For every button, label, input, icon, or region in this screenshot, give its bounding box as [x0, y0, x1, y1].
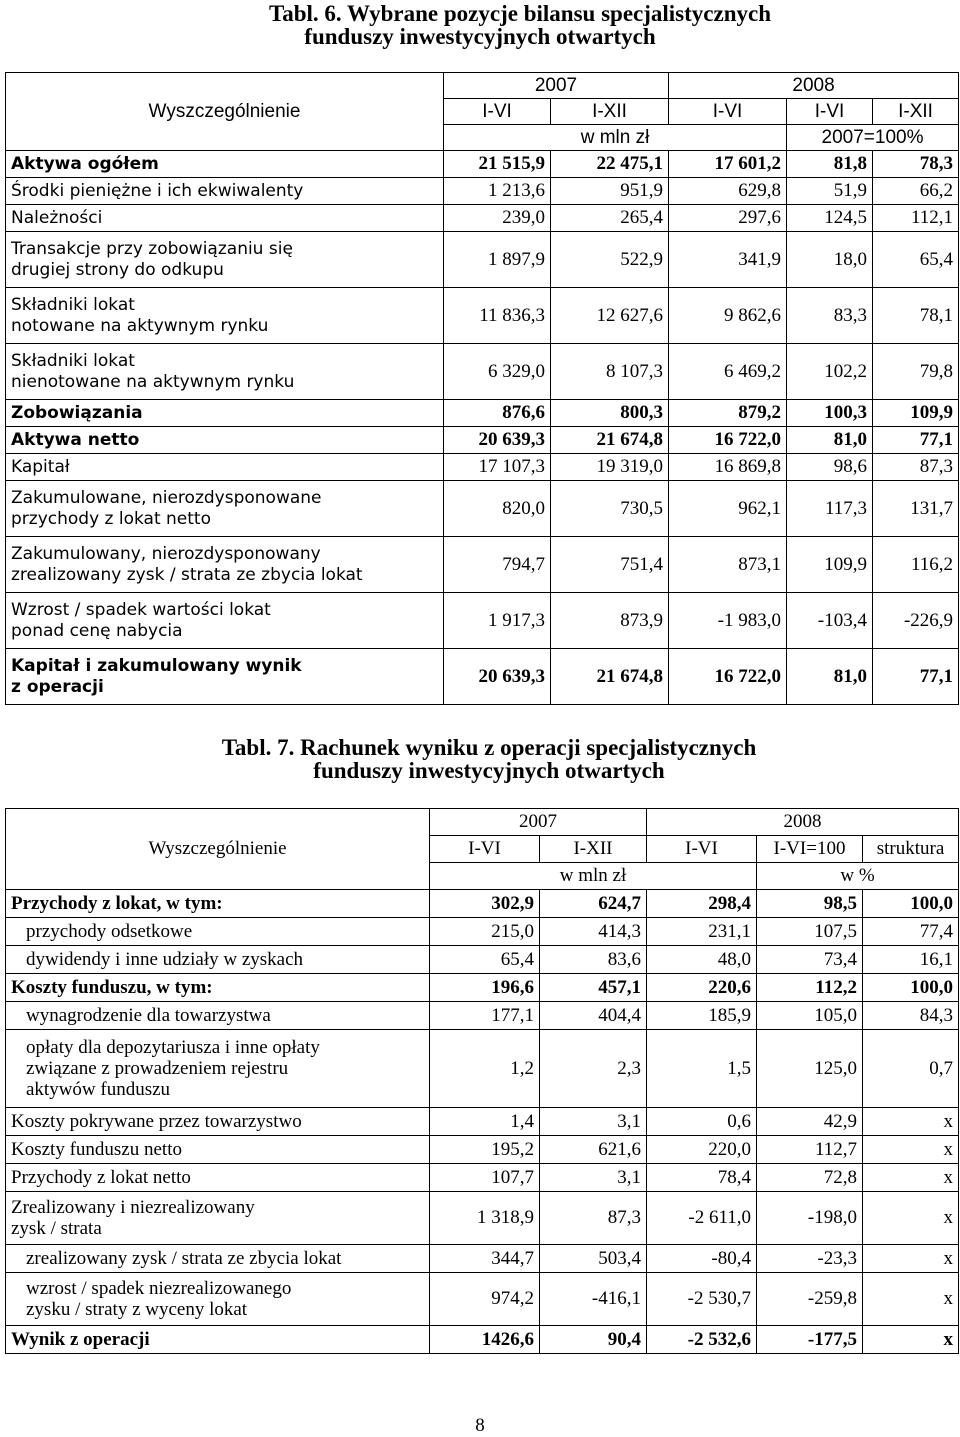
- table6-cell: 87,3: [873, 454, 959, 481]
- table7-row-label-line: Wynik z operacji: [11, 1329, 150, 1350]
- table6-cell: 21 515,9: [444, 151, 551, 178]
- table7-cell: 414,3: [540, 918, 647, 946]
- table6-cell: 341,9: [669, 232, 787, 288]
- table6-cell: 83,3: [787, 288, 873, 344]
- table7-row: [6, 1273, 959, 1326]
- table6-row: [6, 288, 959, 344]
- table6-cell: 51,9: [787, 178, 873, 205]
- table6-row-label-line: Zakumulowane, nierozdysponowane: [11, 487, 322, 508]
- table6-row-label-line: Zobowiązania: [11, 402, 143, 423]
- table7-cell: x: [863, 1273, 959, 1326]
- table7-row: [6, 1030, 959, 1108]
- table6-cell: 16 722,0: [669, 649, 787, 705]
- table6-row-label: [6, 288, 444, 344]
- table7-row-label: [6, 918, 430, 946]
- table6-row-label-line: drugiej strony do odkupu: [11, 259, 224, 280]
- table7-row-label: [6, 890, 430, 918]
- table6-row-label-line: Składniki lokat: [11, 350, 135, 371]
- table7-cell: 84,3: [863, 1002, 959, 1030]
- table6-row-label: [6, 400, 444, 427]
- table6-row-label: [6, 344, 444, 400]
- table7-cell: 220,0: [647, 1136, 757, 1164]
- table6-row-label-line: Aktywa netto: [11, 429, 140, 450]
- table6-header-period: I-XII: [873, 99, 959, 125]
- table7-row-label: [6, 1192, 430, 1245]
- page-number: 8: [475, 1415, 485, 1436]
- table6-cell: 879,2: [669, 400, 787, 427]
- table6-cell: 77,1: [873, 649, 959, 705]
- table7-header-row-years: [6, 809, 959, 836]
- table7-row: [6, 1192, 959, 1245]
- table6-row: [6, 593, 959, 649]
- table7-cell: 1,2: [430, 1030, 540, 1108]
- table7-cell: 185,9: [647, 1002, 757, 1030]
- table6-cell: -1 983,0: [669, 593, 787, 649]
- table7-row-label: [6, 946, 430, 974]
- table6-cell: 11 836,3: [444, 288, 551, 344]
- table6-row-label: [6, 427, 444, 454]
- table7-cell: 1426,6: [430, 1326, 540, 1354]
- table7-cell: 105,0: [757, 1002, 863, 1030]
- table7-cell: 125,0: [757, 1030, 863, 1108]
- table7-header-label: Wyszczególnienie: [6, 809, 430, 890]
- table7-cell: x: [863, 1136, 959, 1164]
- table7-row: [6, 1245, 959, 1273]
- table6-cell: 109,9: [873, 400, 959, 427]
- table7-cell: x: [863, 1326, 959, 1354]
- table6-cell: 876,6: [444, 400, 551, 427]
- table7-row-label-line: zysku / straty z wyceny lokat: [26, 1299, 248, 1320]
- table6-row-label-line: z operacji: [11, 676, 104, 697]
- table7-title: [0, 736, 960, 782]
- table7-row-label-line: Koszty funduszu netto: [11, 1139, 182, 1160]
- table7-cell: 112,2: [757, 974, 863, 1002]
- table6-cell: 951,9: [551, 178, 669, 205]
- table6-header-period: I-VI: [444, 99, 551, 125]
- table6-cell: 820,0: [444, 481, 551, 537]
- table6-header-year-2008: 2008: [669, 73, 959, 99]
- table6-row-label-line: Kapitał: [11, 456, 70, 477]
- table7-header-period: struktura: [863, 836, 959, 863]
- table6-cell: 109,9: [787, 537, 873, 593]
- table7-row: [6, 918, 959, 946]
- table7-row-label: [6, 1164, 430, 1192]
- table7-row-label: [6, 1108, 430, 1136]
- table7-cell: -80,4: [647, 1245, 757, 1273]
- table6-cell: 8 107,3: [551, 344, 669, 400]
- table6-row-label-line: zrealizowany zysk / strata ze zbycia lokat: [11, 564, 363, 585]
- table7-row-label-line: zysk / strata: [11, 1218, 102, 1239]
- table6-cell: 20 639,3: [444, 649, 551, 705]
- table7-cell: 298,4: [647, 890, 757, 918]
- table6-cell: 116,2: [873, 537, 959, 593]
- table6-cell: 6 469,2: [669, 344, 787, 400]
- table7-cell: 100,0: [863, 974, 959, 1002]
- table7-row-label-line: opłaty dla depozytariusza i inne opłaty: [26, 1037, 320, 1058]
- table7-header-period: I-VI: [647, 836, 757, 863]
- table6-row-label: [6, 481, 444, 537]
- table6-row: [6, 344, 959, 400]
- table7-cell: 621,6: [540, 1136, 647, 1164]
- table7-cell: 302,9: [430, 890, 540, 918]
- table7-cell: 974,2: [430, 1273, 540, 1326]
- table7-cell: 196,6: [430, 974, 540, 1002]
- table7-cell: 77,4: [863, 918, 959, 946]
- table7-cell: -198,0: [757, 1192, 863, 1245]
- table6-row-label-line: przychody z lokat netto: [11, 508, 211, 529]
- table7-cell: 100,0: [863, 890, 959, 918]
- table6-cell: 98,6: [787, 454, 873, 481]
- table6-row-label: [6, 151, 444, 178]
- table6-header-unit-mln: w mln zł: [444, 125, 787, 151]
- table7-cell: 1 318,9: [430, 1192, 540, 1245]
- table6-row: [6, 427, 959, 454]
- table6-header-period: I-VI: [669, 99, 787, 125]
- table6-cell: 124,5: [787, 205, 873, 232]
- table7-body: [6, 809, 959, 1354]
- table6-row-label-line: Zakumulowany, nierozdysponowany: [11, 543, 321, 564]
- table6-cell: 21 674,8: [551, 649, 669, 705]
- table7-title-line2: funduszy inwestycyjnych otwartych: [313, 758, 665, 783]
- table7-cell: 107,5: [757, 918, 863, 946]
- table7-cell: x: [863, 1164, 959, 1192]
- table7-row-label-line: wynagrodzenie dla towarzystwa: [26, 1005, 271, 1026]
- table7-header-period: I-XII: [540, 836, 647, 863]
- table6-cell: 962,1: [669, 481, 787, 537]
- table7-cell: 83,6: [540, 946, 647, 974]
- table7-row-label: [6, 1273, 430, 1326]
- table7-cell: 98,5: [757, 890, 863, 918]
- table7-header-year-2007: 2007: [430, 809, 647, 836]
- table7-cell: 87,3: [540, 1192, 647, 1245]
- table7-cell: 107,7: [430, 1164, 540, 1192]
- table6-cell: 730,5: [551, 481, 669, 537]
- table6-row-label-line: Należności: [11, 207, 103, 228]
- table6-header-period: I-XII: [551, 99, 669, 125]
- table6-cell: 16 869,8: [669, 454, 787, 481]
- table6-cell: 1 213,6: [444, 178, 551, 205]
- table7-cell: 73,4: [757, 946, 863, 974]
- table6-title: [0, 2, 960, 48]
- table7-row: [6, 1136, 959, 1164]
- table7-cell: 16,1: [863, 946, 959, 974]
- table7-cell: -177,5: [757, 1326, 863, 1354]
- table6-cell: 16 722,0: [669, 427, 787, 454]
- table7-row-label-line: związane z prowadzeniem rejestru: [26, 1058, 289, 1079]
- table7-cell: 0,6: [647, 1108, 757, 1136]
- table7-cell: 624,7: [540, 890, 647, 918]
- table7-cell: 177,1: [430, 1002, 540, 1030]
- table7-cell: -416,1: [540, 1273, 647, 1326]
- table6-cell: 800,3: [551, 400, 669, 427]
- table6-cell: 1 917,3: [444, 593, 551, 649]
- table6-row-label-line: Wzrost / spadek wartości lokat: [11, 599, 271, 620]
- table7-row: [6, 1164, 959, 1192]
- table6-cell: 12 627,6: [551, 288, 669, 344]
- table6-row-label-line: ponad cenę nabycia: [11, 620, 183, 641]
- table6-header-unit-pct: 2007=100%: [787, 125, 959, 151]
- table6-header-row-years: [6, 73, 959, 99]
- table6-cell: 66,2: [873, 178, 959, 205]
- table6-row-label: [6, 205, 444, 232]
- table7-header-unit-pct: w %: [757, 863, 959, 890]
- table7-cell: x: [863, 1192, 959, 1245]
- table6-row-label: [6, 232, 444, 288]
- table7-row-label-line: zrealizowany zysk / strata ze zbycia lokat: [26, 1248, 342, 1269]
- table7-header-period: I-VI: [430, 836, 540, 863]
- table6-cell: 18,0: [787, 232, 873, 288]
- table7-cell: 503,4: [540, 1245, 647, 1273]
- table6-row-label-line: Środki pieniężne i ich ekwiwalenty: [11, 180, 304, 201]
- table7-row: [6, 1002, 959, 1030]
- table7-row-label-line: dywidendy i inne udziały w zyskach: [26, 949, 304, 970]
- table6-cell: 100,3: [787, 400, 873, 427]
- table7-header-unit-mln: w mln zł: [430, 863, 757, 890]
- table7-row-label-line: przychody odsetkowe: [26, 921, 193, 942]
- table6-cell: 79,8: [873, 344, 959, 400]
- table7: [5, 808, 959, 1354]
- table6-cell: 81,8: [787, 151, 873, 178]
- table7-cell: -259,8: [757, 1273, 863, 1326]
- table6-row: [6, 481, 959, 537]
- table6-row: [6, 537, 959, 593]
- table7-cell: -2 532,6: [647, 1326, 757, 1354]
- table7-cell: 0,7: [863, 1030, 959, 1108]
- table7-row-label: [6, 1136, 430, 1164]
- table7-cell: 1,5: [647, 1030, 757, 1108]
- table7-cell: 78,4: [647, 1164, 757, 1192]
- table6-cell: -103,4: [787, 593, 873, 649]
- table7-cell: 72,8: [757, 1164, 863, 1192]
- table6-cell: 81,0: [787, 427, 873, 454]
- table6-cell: 6 329,0: [444, 344, 551, 400]
- table7-cell: x: [863, 1108, 959, 1136]
- table7-cell: 220,6: [647, 974, 757, 1002]
- table7-cell: 195,2: [430, 1136, 540, 1164]
- table6-title-line1: Tabl. 6. Wybrane pozycje bilansu specjalistycznych: [269, 1, 771, 26]
- table7-row-label-line: Przychody z lokat, w tym:: [11, 893, 223, 914]
- table7-row-label: [6, 1326, 430, 1354]
- table7-row: [6, 1108, 959, 1136]
- table6-row: [6, 454, 959, 481]
- table6-cell: 78,1: [873, 288, 959, 344]
- table6-row: [6, 649, 959, 705]
- table7-row-label-line: Koszty funduszu, w tym:: [11, 977, 213, 998]
- table6-row-label-line: notowane na aktywnym rynku: [11, 315, 269, 336]
- table7-row-label-line: Zrealizowany i niezrealizowany: [11, 1197, 255, 1218]
- table7-row-label-line: Koszty pokrywane przez towarzystwo: [11, 1111, 302, 1132]
- table6-cell: 81,0: [787, 649, 873, 705]
- table6: [5, 72, 959, 705]
- table6-cell: 297,6: [669, 205, 787, 232]
- table6-cell: 1 897,9: [444, 232, 551, 288]
- table6-row-label-line: nienotowane na aktywnym rynku: [11, 371, 295, 392]
- table6-row: [6, 400, 959, 427]
- table6-cell: 629,8: [669, 178, 787, 205]
- table6-cell: 78,3: [873, 151, 959, 178]
- table6-cell: 873,9: [551, 593, 669, 649]
- table6-row-label: [6, 454, 444, 481]
- table7-cell: -2 611,0: [647, 1192, 757, 1245]
- table7-cell: 215,0: [430, 918, 540, 946]
- table6-cell: 17 601,2: [669, 151, 787, 178]
- table6-cell: 131,7: [873, 481, 959, 537]
- table7-cell: 1,4: [430, 1108, 540, 1136]
- table7-cell: 48,0: [647, 946, 757, 974]
- table7-cell: -23,3: [757, 1245, 863, 1273]
- table6-cell: 117,3: [787, 481, 873, 537]
- table7-row: [6, 890, 959, 918]
- table7-header-period: I-VI=100: [757, 836, 863, 863]
- table6-row-label: [6, 178, 444, 205]
- table6-row-label: [6, 649, 444, 705]
- table7-row-label: [6, 1002, 430, 1030]
- table7-cell: 3,1: [540, 1164, 647, 1192]
- table6-cell: 20 639,3: [444, 427, 551, 454]
- table6-header-label: Wyszczególnienie: [6, 73, 444, 151]
- table7-cell: -2 530,7: [647, 1273, 757, 1326]
- table6-row-label-line: Aktywa ogółem: [11, 153, 159, 174]
- table6-cell: 794,7: [444, 537, 551, 593]
- table6-cell: 19 319,0: [551, 454, 669, 481]
- table6-cell: 239,0: [444, 205, 551, 232]
- table6-cell: 522,9: [551, 232, 669, 288]
- table6-row: [6, 232, 959, 288]
- table7-row-label: [6, 1030, 430, 1108]
- table6-cell: 112,1: [873, 205, 959, 232]
- table6-cell: 265,4: [551, 205, 669, 232]
- table6-cell: 9 862,6: [669, 288, 787, 344]
- table6-body: [6, 73, 959, 705]
- table7-row-label-line: Przychody z lokat netto: [11, 1167, 191, 1188]
- table7-cell: 404,4: [540, 1002, 647, 1030]
- table7-row: [6, 946, 959, 974]
- table6-row-label: [6, 593, 444, 649]
- table7-cell: 65,4: [430, 946, 540, 974]
- table7-cell: 457,1: [540, 974, 647, 1002]
- table7-cell: 2,3: [540, 1030, 647, 1108]
- table7-row: [6, 974, 959, 1002]
- table7-cell: 344,7: [430, 1245, 540, 1273]
- table6-row-label-line: Kapitał i zakumulowany wynik: [11, 655, 302, 676]
- table6-row-label: [6, 537, 444, 593]
- table7-cell: 90,4: [540, 1326, 647, 1354]
- table7-cell: 112,7: [757, 1136, 863, 1164]
- table6-cell: 873,1: [669, 537, 787, 593]
- table7-cell: x: [863, 1245, 959, 1273]
- table6-cell: 102,2: [787, 344, 873, 400]
- table6-cell: 21 674,8: [551, 427, 669, 454]
- table7-row-label-line: wzrost / spadek niezrealizowanego: [26, 1278, 292, 1299]
- table6-row-label-line: Składniki lokat: [11, 294, 135, 315]
- table6-row: [6, 205, 959, 232]
- table6-row-label-line: Transakcje przy zobowiązaniu się: [11, 238, 293, 259]
- table6-cell: 77,1: [873, 427, 959, 454]
- table7-title-line1: Tabl. 7. Rachunek wyniku z operacji specjalistycznych: [221, 735, 757, 760]
- table6-cell: 65,4: [873, 232, 959, 288]
- table7-row-label: [6, 974, 430, 1002]
- table6-cell: 751,4: [551, 537, 669, 593]
- table6-cell: 17 107,3: [444, 454, 551, 481]
- table7-header-year-2008: 2008: [647, 809, 959, 836]
- table7-row-label: [6, 1245, 430, 1273]
- table6-header-period: I-VI: [787, 99, 873, 125]
- table6-row: [6, 178, 959, 205]
- table6-header-year-2007: 2007: [444, 73, 669, 99]
- table7-cell: 231,1: [647, 918, 757, 946]
- table6-cell: -226,9: [873, 593, 959, 649]
- table6-cell: 22 475,1: [551, 151, 669, 178]
- table7-row-label-line: aktywów funduszu: [26, 1079, 171, 1100]
- table6-row: [6, 151, 959, 178]
- table7-row: [6, 1326, 959, 1354]
- table7-cell: 3,1: [540, 1108, 647, 1136]
- table7-cell: 42,9: [757, 1108, 863, 1136]
- table6-title-line2: funduszy inwestycyjnych otwartych: [304, 24, 656, 49]
